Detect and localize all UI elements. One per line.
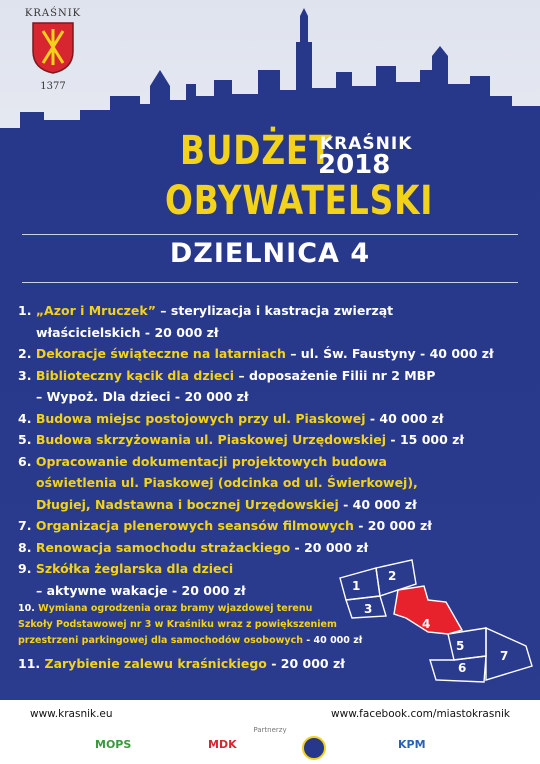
kpm-logo: KPM — [398, 738, 426, 751]
list-item: 5. Budowa skrzyżowania ul. Piaskowej Urzędowskiej - 15 000 zł — [18, 432, 465, 447]
divider-top — [22, 234, 518, 235]
crest-year: 1377 — [40, 81, 66, 92]
district-7 — [486, 628, 532, 680]
facebook-link[interactable]: www.facebook.com/miastokrasnik — [331, 708, 510, 720]
district-label-5: 5 — [456, 639, 465, 653]
partners-label: Partnerzy — [253, 726, 287, 734]
district-label-6: 6 — [458, 661, 467, 675]
list-item: 2. Dekoracje świąteczne na latarniach – ul. Św. Faustyny - 40 000 zł — [18, 346, 494, 361]
footer — [0, 700, 540, 764]
list-item: 8. Renowacja samochodu strażackiego - 20 000 zł — [18, 539, 369, 555]
district-heading: DZIELNICA 4 — [169, 238, 371, 269]
coat-of-arms-icon — [31, 21, 75, 75]
emblem-logo-icon — [302, 736, 326, 760]
title-civic: OBYWATELSKI — [165, 178, 434, 224]
district-map — [336, 556, 536, 692]
list-item: 10. Wymiana ogrodzenia oraz bramy wjazdowej terenu Szkoły Podstawowej nr 3 w Kraśniku wraz z powiększeniem przestrzeni parkingowej dla samochodów osobowych - 40 000 zł — [18, 603, 363, 646]
title-city: KRAŚNIK — [320, 134, 413, 154]
district-label-3: 3 — [364, 602, 373, 616]
district-label-1: 1 — [352, 579, 361, 593]
district-label-7: 7 — [500, 649, 509, 663]
mdk-logo: MDK — [208, 738, 237, 751]
town-crest — [18, 8, 88, 92]
list-item: 6. Opracowanie dokumentacji projektowych budowa oświetlenia ul. Piaskowej (odcinka od ul. Świerkowej), Długiej, Nadstawna i bocznej Urzędowskiej - 40 000 zł — [18, 453, 418, 512]
list-item: 9. Szkółka żeglarska dla dzieci – aktywne wakacje - 20 000 zł — [18, 561, 246, 598]
list-item: 7. Organizacja plenerowych seansów filmowych - 20 000 zł — [18, 518, 432, 533]
title-year: 2018 — [318, 150, 391, 180]
district-label-4: 4 — [422, 617, 431, 631]
title-budget: BUDŻET — [180, 128, 333, 174]
list-item: 4. Budowa miejsc postojowych przy ul. Piaskowej - 40 000 zł — [18, 410, 444, 426]
crest-town-name: KRAŚNIK — [24, 8, 82, 19]
list-item: 11. Zarybienie zalewu kraśnickiego - 20 000 zł — [18, 656, 345, 671]
website-link[interactable]: www.krasnik.eu — [30, 708, 113, 720]
list-item: 3. Biblioteczny kącik dla dzieci – doposażenie Filii nr 2 MBP – Wypoż. Dla dzieci - 20 000 zł — [18, 367, 436, 404]
district-label-2: 2 — [388, 569, 397, 583]
divider-bottom — [22, 282, 518, 283]
list-item: 1. „Azor i Mruczek” – sterylizacja i kastracja zwierząt właścicielskich - 20 000 zł — [18, 303, 394, 340]
mops-logo: MOPS — [95, 738, 132, 751]
